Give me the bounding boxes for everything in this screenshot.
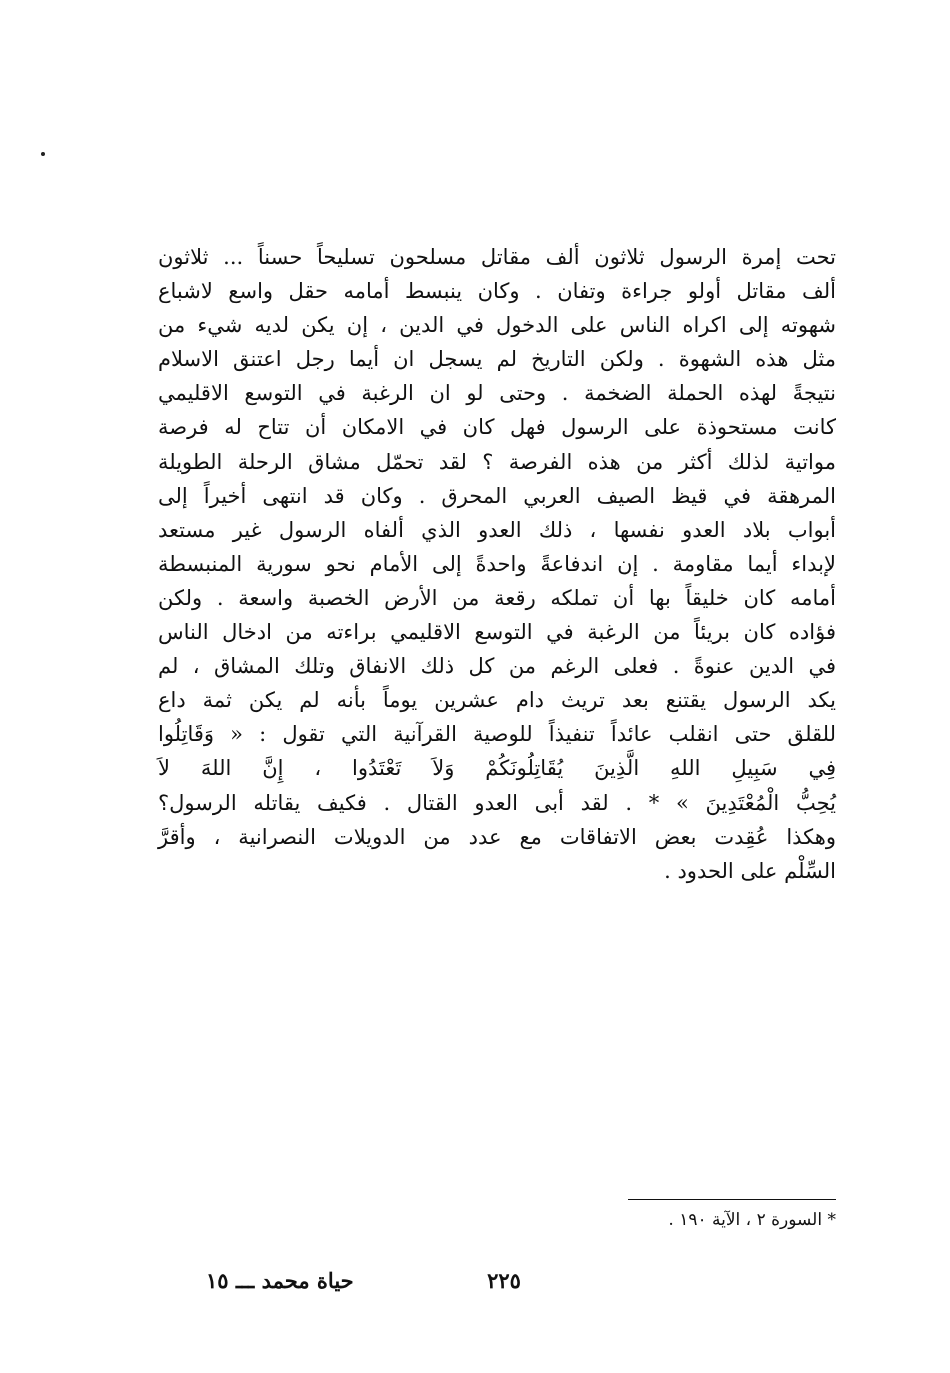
text-line: المرهقة في قيظ الصيف العربي المحرق . وكان قد انتهى أخيراً إلى [158,483,836,508]
text-line: تحت إمرة الرسول ثلاثون ألف مقاتل مسلحون تسليحاً حسناً ... ثلاثون [158,245,836,269]
scan-speck [41,152,45,156]
footnote-divider [628,1199,836,1200]
running-footer: حياة محمد ـــ ١٥ [206,1268,354,1293]
text-line: مثل هذه الشهوة . ولكن التاريخ لم يسجل ان أيما رجل اعتنق الاسلام [158,347,836,372]
footnote: * السورة ٢ ، الآية ١٩٠ . [668,1210,836,1230]
text-line: فؤاده كان بريئاً من الرغبة في التوسع الاقليمي براءته من ادخال الناس [158,620,836,645]
text-line: كانت مستحوذة على الرسول فهل كان في الامكان أن تتاح له فرصة [158,415,836,440]
text-line: لإبداء أيما مقاومة . إن اندفاعةً واحدةً إلى الأمام نحو سورية المنبسطة [158,551,836,576]
text-line: أمامه كان خليقاً بها أن تملكه رقعة من الأرض الخصبة واسعة . ولكن [158,585,836,610]
body-text [158,240,836,888]
text-line: يُحِبُّ الْمُعْتَدِينَ » * . لقد أبى العدو القتال . فكيف يقاتله الرسول؟ [158,790,836,815]
text-line: أبواب بلاد العدو نفسها ، ذلك العدو الذي ألفاه الرسول غير مستعد [158,517,836,542]
text-line: مواتية لذلك أكثر من هذه الفرصة ؟ لقد تحمّل مشاق الرحلة الطويلة [158,449,836,474]
text-line: ألف مقاتل أولو جراءة وتفان . وكان ينبسط أمامه حقل واسع لاشباع [158,279,836,304]
text-line: يكد الرسول يقتنع بعد تريث دام عشرين يوماً بأنه لم يكن ثمة داع [158,688,836,713]
text-line: في الدين عنوةً . فعلى الرغم من كل ذلك الانفاق وتلك المشاق ، لم [158,654,836,679]
text-line: نتيجةً لهذه الحملة الضخمة . وحتى لو ان الرغبة في التوسع الاقليمي [158,381,836,406]
text-line: السِّلْم على الحدود . [664,858,836,883]
text-line: وهكذا عُقِدت بعض الاتفاقات مع عدد من الدويلات النصرانية ، وأقرَّ [158,824,836,849]
text-line: للقلق حتى انقلب عائداً تنفيذاً للوصية القرآنية التي تقول : « وَقَاتِلُوا [158,722,836,747]
text-line: فِي سَبِيلِ اللهِ الَّذِينَ يُقَاتِلُونَكُمْ وَلاَ تَعْتَدُوا ، إِنَّ اللهَ لاَ [158,756,836,781]
text-line: شهوته إلى اكراه الناس على الدخول في الدين ، إن يكن لديه شيء من [158,313,836,338]
page-number: ٢٢٥ [487,1268,521,1293]
